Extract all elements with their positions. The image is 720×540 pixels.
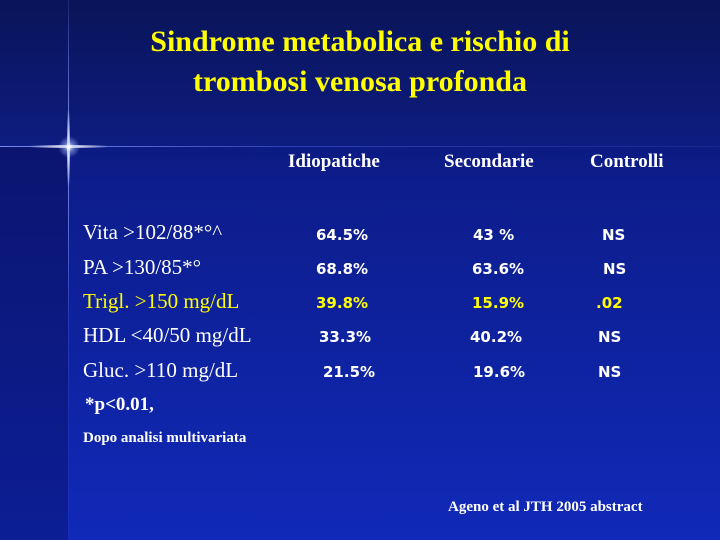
slide-title-line-2: trombosi venosa profonda bbox=[193, 65, 527, 98]
cell-gluc-secondarie: 19.6% bbox=[473, 363, 526, 381]
cell-trigl-controlli: .02 bbox=[596, 294, 623, 312]
multivariate-note: Dopo analisi multivariata bbox=[83, 430, 247, 446]
cell-pa-controlli: NS bbox=[603, 260, 627, 278]
citation: Ageno et al JTH 2005 abstract bbox=[448, 499, 643, 515]
sparkle-icon bbox=[58, 136, 80, 158]
cell-pa-idiopatiche: 68.8% bbox=[316, 260, 369, 278]
cell-trigl-secondarie: 15.9% bbox=[472, 294, 525, 312]
column-header-controlli: Controlli bbox=[590, 151, 664, 172]
cell-vita-idiopatiche: 64.5% bbox=[316, 226, 369, 244]
cell-gluc-idiopatiche: 21.5% bbox=[323, 363, 376, 381]
row-label-gluc: Gluc. >110 mg/dL bbox=[83, 358, 239, 382]
cell-vita-controlli: NS bbox=[602, 226, 626, 244]
row-label-trigl: Trigl. >150 mg/dL bbox=[83, 289, 240, 313]
cell-trigl-idiopatiche: 39.8% bbox=[316, 294, 369, 312]
divider-line-horizontal bbox=[0, 146, 720, 147]
cell-hdl-idiopatiche: 33.3% bbox=[319, 328, 372, 346]
column-header-secondarie: Secondarie bbox=[444, 151, 534, 172]
row-label-vita: Vita >102/88*°^ bbox=[83, 220, 223, 244]
row-label-pa: PA >130/85*° bbox=[83, 255, 202, 279]
cell-vita-secondarie: 43 % bbox=[473, 226, 515, 244]
row-label-hdl: HDL <40/50 mg/dL bbox=[83, 323, 252, 347]
slide-title bbox=[60, 22, 660, 102]
column-header-idiopatiche: Idiopatiche bbox=[288, 151, 380, 172]
cell-gluc-controlli: NS bbox=[598, 363, 622, 381]
significance-note: *p<0.01, bbox=[85, 394, 154, 415]
left-band bbox=[0, 146, 68, 540]
cell-pa-secondarie: 63.6% bbox=[472, 260, 525, 278]
cell-hdl-controlli: NS bbox=[598, 328, 622, 346]
slide-title-line-1: Sindrome metabolica e rischio di bbox=[150, 25, 570, 58]
cell-hdl-secondarie: 40.2% bbox=[470, 328, 523, 346]
